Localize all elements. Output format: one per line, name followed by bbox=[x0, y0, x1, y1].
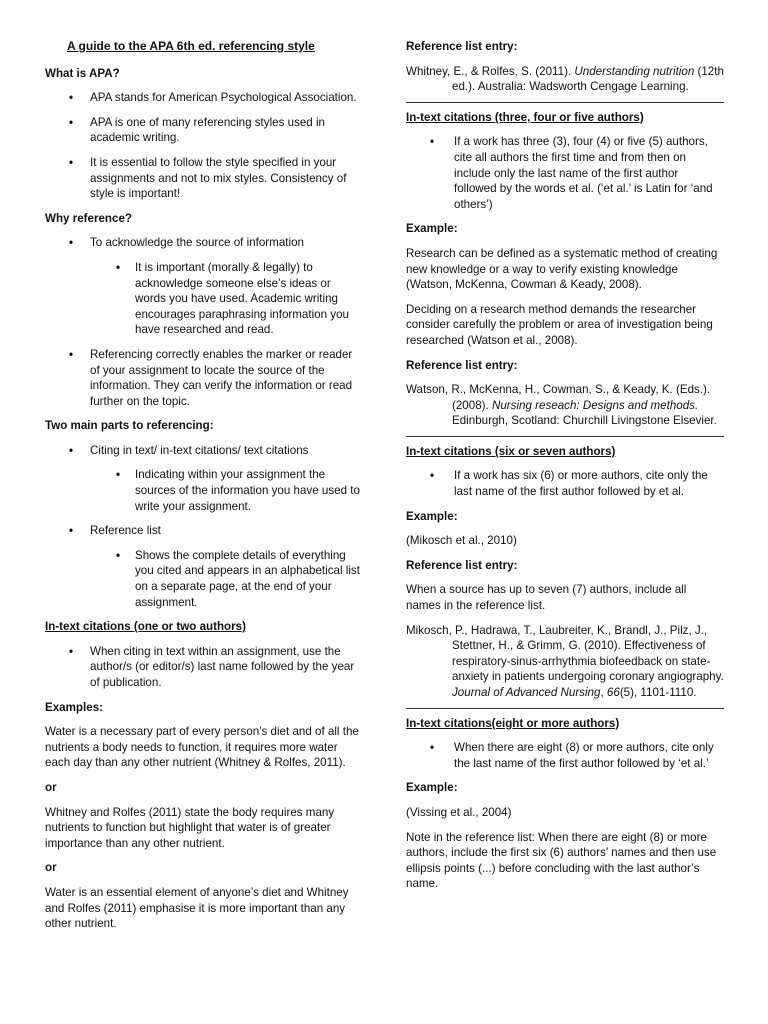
reference-text: Watson, R., McKenna, H., Cowman, S., & Keady, K. (Eds.). (2008). bbox=[406, 383, 711, 412]
document-title: A guide to the APA 6th ed. referencing style bbox=[67, 39, 315, 53]
two-parts-heading: Two main parts to referencing: bbox=[45, 419, 214, 433]
why-bullet-1: • To acknowledge the source of information bbox=[45, 235, 363, 251]
intext-one-two-heading: In-text citations (one or two authors) bbox=[45, 620, 246, 634]
example-label-1: Example: bbox=[406, 222, 458, 236]
reference-entry-mikosch bbox=[406, 623, 724, 701]
reference-entry-label-3: Reference list entry: bbox=[406, 558, 518, 572]
why-bullet-2: • Referencing correctly enables the marker or reader of your assignment to locate the source of the information. They can verify the information or read further on the topic. bbox=[45, 347, 363, 409]
reference-entry-watson bbox=[406, 382, 724, 429]
what-bullet-1: • APA stands for American Psychological Association. bbox=[45, 90, 363, 106]
section-divider bbox=[406, 436, 724, 437]
eight-example: (Vissing et al., 2004) bbox=[406, 805, 512, 819]
intext-six-seven-bullet: • If a work has six (6) or more authors, cite only the last name of the first author followed by et al. bbox=[406, 468, 724, 499]
section-divider bbox=[406, 708, 724, 709]
example-paragraph-3: Water is an essential element of anyone’s diet and Whitney and Rolfes (2011) emphasise it is more important than any other nutrient. bbox=[45, 885, 349, 931]
intext-one-two-bullet: • When citing in text within an assignment, use the author/s (or editor/s) last name followed by the year of publication. bbox=[45, 644, 363, 691]
section-divider bbox=[406, 102, 724, 103]
three-example-paragraph-2: Deciding on a research method demands the researcher consider carefully the problem or area of investigation being researched (Watson et al., 2008). bbox=[406, 302, 713, 347]
six-example: (Mikosch et al., 2010) bbox=[406, 534, 517, 548]
right-column bbox=[406, 39, 724, 901]
example-paragraph-1: Water is a necessary part of every person’s diet and of all the nutrients a body needs to function, it requires more water each day than any other nutrient (Whitney & Rolfes, 2011). bbox=[45, 725, 359, 770]
reference-text: (12th ed.). Australia: Wadsworth Cengage Learning. bbox=[452, 64, 724, 94]
why-subbullet-1: • It is important (morally & legally) to acknowledge someone else’s ideas or words you have used. Academic writing encourages paraphrasing information you have researched and read. bbox=[45, 260, 363, 338]
two-parts-bullet-1: • Citing in text/ in-text citations/ text citations bbox=[45, 443, 363, 459]
reference-volume: 66 bbox=[606, 686, 620, 699]
reference-entry-whitney bbox=[406, 64, 724, 95]
intext-three-five-bullet: • If a work has three (3), four (4) or five (5) authors, cite all authors the first time and from then on include only the last name of the first author followed by the words et al. (‘et al.’ is Latin for ‘and others’) bbox=[406, 134, 724, 212]
intext-eight-bullet: • When there are eight (8) or more authors, cite only the last name of the first author followed by ‘et al.’ bbox=[406, 740, 724, 771]
example-label-2: Example: bbox=[406, 509, 458, 523]
two-parts-bullet-2: • Reference list bbox=[45, 523, 363, 539]
eight-note: Note in the reference list: When there are eight (8) or more authors, include the first six (6) authors’ names and then use ellipsis points (...) before concluding with the last author’s name. bbox=[406, 830, 717, 891]
or-label-2: or bbox=[45, 861, 57, 875]
or-label-1: or bbox=[45, 780, 57, 794]
reference-entry-label-1: Reference list entry: bbox=[406, 40, 518, 53]
intext-eight-heading: In-text citations(eight or more authors) bbox=[406, 716, 620, 730]
reference-text: Edinburgh, Scotland: Churchill Livingstone Elsevier. bbox=[452, 414, 717, 428]
three-example-paragraph-1: Research can be defined as a systematic method of creating new knowledge or a way to verify existing knowledge (Watson, McKenna, Cowman & Keady, 2008). bbox=[406, 246, 718, 292]
why-heading: Why reference? bbox=[45, 211, 132, 225]
examples-label: Examples: bbox=[45, 700, 103, 714]
reference-text: Mikosch, P., Hadrawa, T., Laubreiter, K., Brandl, J., Pilz, J., Stettner, H., & Grimm, G. (2010). Effectiveness of respiratory-sinus-arrhythmia biofeedback on state-anxiety in patients undergoing coronary angiography. bbox=[406, 623, 724, 684]
reference-text: , bbox=[600, 686, 607, 699]
six-seven-note: When a source has up to seven (7) authors, include all names in the reference list. bbox=[406, 583, 687, 613]
reference-journal: Journal of Advanced Nursing bbox=[452, 686, 601, 699]
reference-text: (5), 1101-1110. bbox=[619, 686, 697, 699]
what-bullet-2: • APA is one of many referencing styles used in academic writing. bbox=[45, 115, 363, 146]
reference-title: Nursing reseach: Designs and methods. bbox=[491, 398, 699, 412]
reference-entry-label-2: Reference list entry: bbox=[406, 358, 518, 372]
left-column bbox=[45, 39, 363, 941]
two-parts-subbullet-1: • Indicating within your assignment the sources of the information you have used to write your assignment. bbox=[45, 467, 363, 514]
reference-text: Whitney, E., & Rolfes, S. (2011). bbox=[406, 64, 575, 78]
two-parts-subbullet-2: • Shows the complete details of everything you cited and appears in an alphabetical list on a separate page, at the end of your assignment. bbox=[45, 548, 363, 610]
what-bullet-3: • It is essential to follow the style specified in your assignments and not to mix styles. Consistency of style is important! bbox=[45, 155, 363, 202]
example-label-3: Example: bbox=[406, 781, 458, 795]
what-heading: What is APA? bbox=[45, 66, 120, 80]
intext-three-five-heading: In-text citations (three, four or five authors) bbox=[406, 110, 644, 124]
example-paragraph-2: Whitney and Rolfes (2011) state the body requires many nutrients to function but highlight that water is of greater importance than any other nutrient. bbox=[45, 805, 335, 850]
reference-title: Understanding nutrition bbox=[574, 64, 695, 78]
intext-six-seven-heading: In-text citations (six or seven authors) bbox=[406, 444, 616, 458]
